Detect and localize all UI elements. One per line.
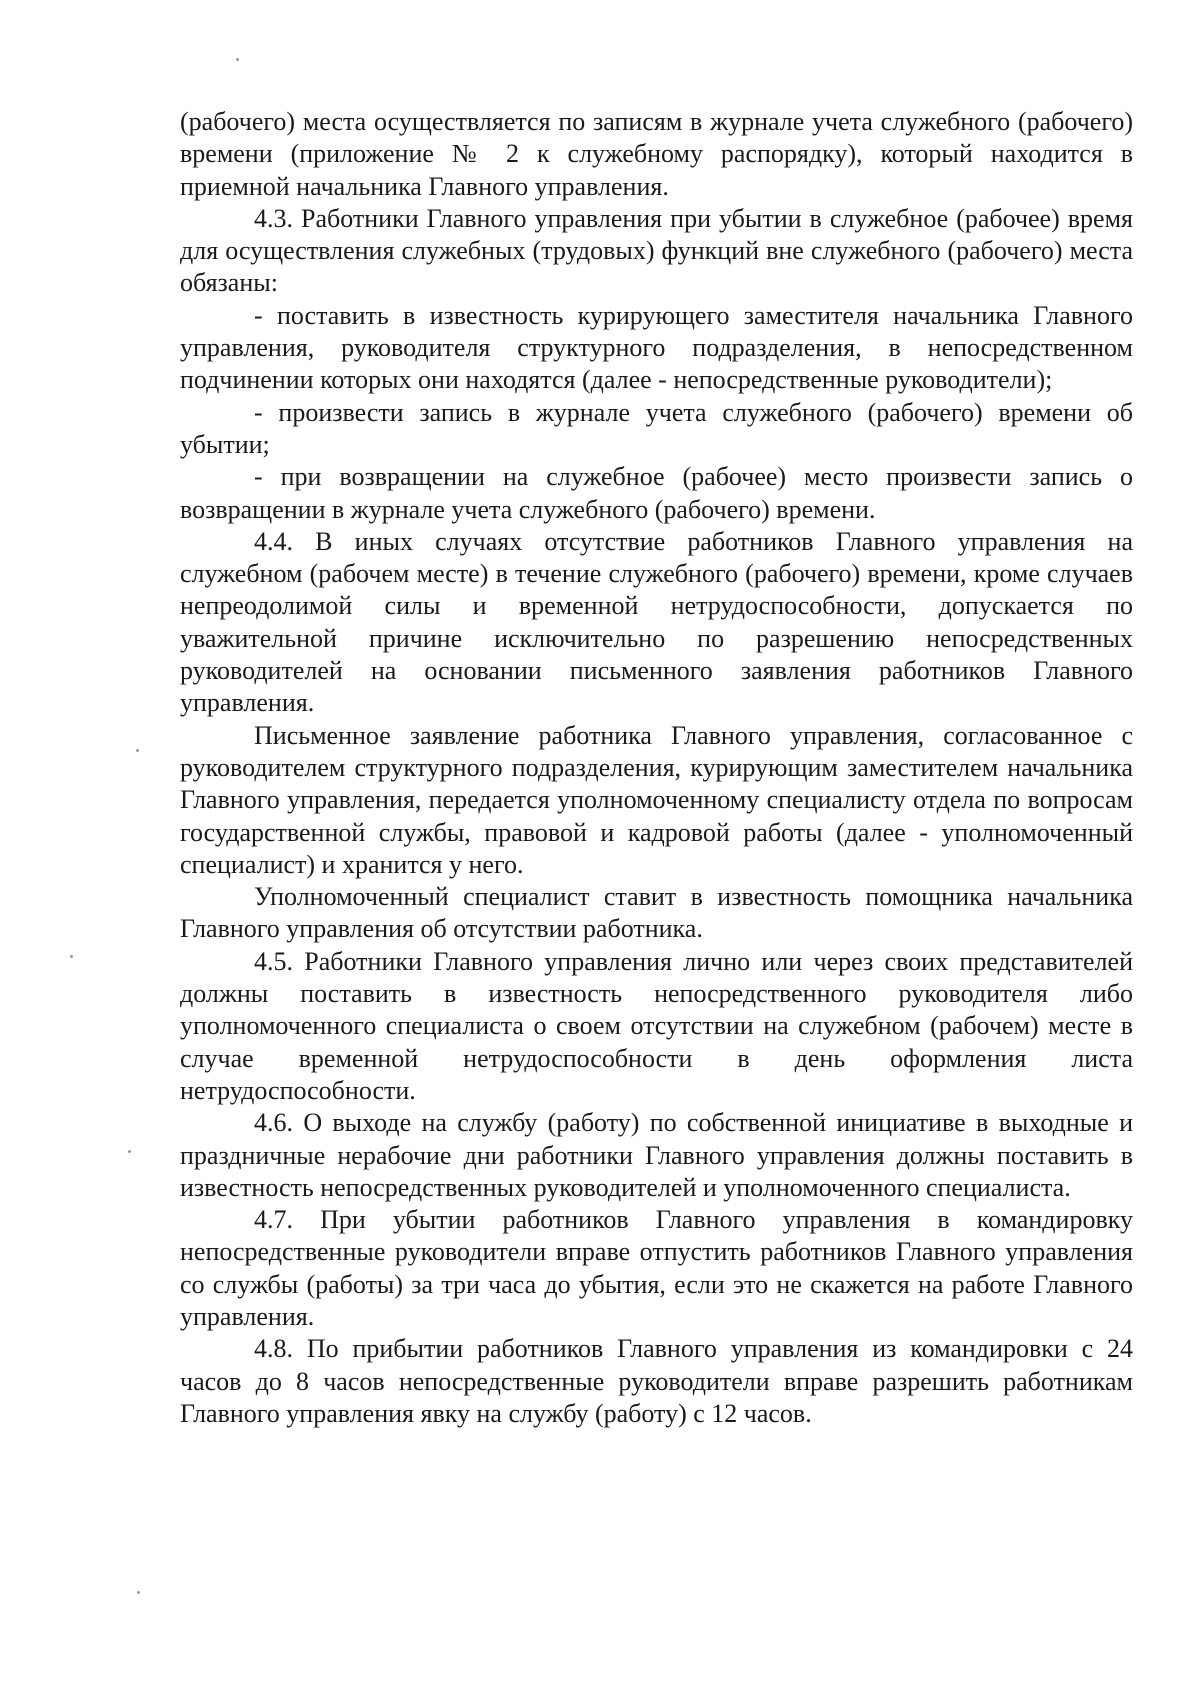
paragraph-4-3: 4.3. Работники Главного управления при убытии в служебное (рабочее) время для осуществления служебных (трудовых) функций вне служебного (рабочего) места обязаны: (180, 203, 1133, 298)
document-body (180, 106, 1133, 1430)
list-item-record-return: - при возвращении на служебное (рабочее) место произвести запись о возвращении в журнале учета служебного (рабочего) времени. (180, 462, 1133, 524)
scan-speck (136, 749, 139, 752)
list-item-record-departure: - произвести запись в журнале учета служебного (рабочего) времени об убытии; (180, 397, 1133, 459)
paragraph-4-7: 4.7. При убытии работников Главного управления в командировку непосредственные руководители вправе отпустить работников Главного управления со службы (работы) за три часа до убытия, если это не скажется на работе Главного управления. (180, 1205, 1133, 1331)
paragraph-4-8: 4.8. По прибытии работников Главного управления из командировки с 24 часов до 8 часов непосредственные руководители вправе разрешить работникам Главного управления явку на службу (работу) с 12 часов. (180, 1334, 1133, 1428)
paragraph-4-5: 4.5. Работники Главного управления лично или через своих представителей должны поставить в известность непосредственного руководителя либо уполномоченного специалиста о своем отсутствии на служебном (рабочем) месте в случае временной нетрудоспособности в день оформления листа нетрудоспособности. (180, 946, 1133, 1105)
list-item-notify: - поставить в известность курирующего заместителя начальника Главного управления, руководителя структурного подразделения, в непосредственном подчинении которых они находятся (далее - непосредственные руководители); (180, 300, 1133, 395)
scan-speck (137, 1591, 140, 1594)
scan-speck (70, 955, 73, 958)
scan-speck (236, 58, 239, 61)
paragraph-authorized-specialist: Уполномоченный специалист ставит в известность помощника начальника Главного управления об отсутствии работника. (180, 882, 1133, 944)
paragraph-4-4: 4.4. В иных случаях отсутствие работников Главного управления на служебном (рабочем месте) в течение служебного (рабочего) времени, кроме случаев непреодолимой силы и временной нетрудоспособности, допускается по уважительной причине исключительно по разрешению непосредственных руководителей на основании письменного заявления работников Главного управления. (180, 526, 1133, 718)
paragraph-written-statement: Письменное заявление работника Главного управления, согласованное с руководителем структурного подразделения, курирующим заместителем начальника Главного управления, передается уполномоченному специалисту отдела по вопросам государственной службы, правовой и кадровой работы (далее - уполномоченный специалист) и хранится у него. (180, 720, 1133, 879)
paragraph-4-6: 4.6. О выходе на службу (работу) по собственной инициативе в выходные и праздничные нерабочие дни работники Главного управления должны поставить в известность непосредственных руководителей и уполномоченного специалиста. (180, 1108, 1133, 1202)
paragraph-continuation: (рабочего) места осуществляется по записям в журнале учета служебного (рабочего) времени (приложение № 2 к служебному распорядку), который находится в приемной начальника Главного управления. (180, 107, 1133, 201)
scan-speck (128, 1150, 131, 1153)
